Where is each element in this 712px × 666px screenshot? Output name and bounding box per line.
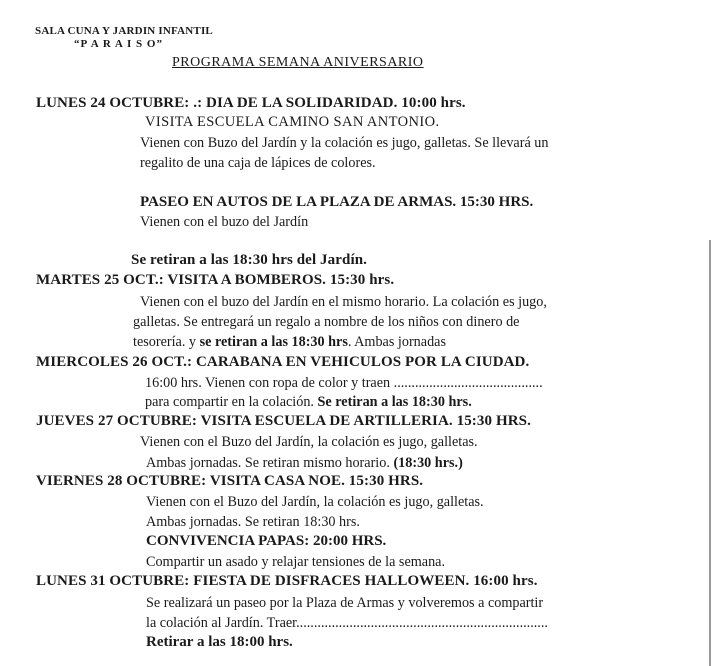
friday-28-line1: Vienen con el Buzo del Jardín, la colación es jugo, galletas. [146,494,484,510]
monday-24-heading: LUNES 24 OCTUBRE: .: DIA DE LA SOLIDARIDAD. 10:00 hrs. [36,95,466,111]
friday-28-line2: Ambas jornadas. Se retiran 18:30 hrs. [146,514,360,530]
monday-24-retiro: Se retiran a las 18:30 hrs del Jardín. [131,252,368,268]
thursday-27-retiro: (18:30 hrs.) [393,455,463,471]
monday-31-retiro: Retirar a las 18:00 hrs. [146,634,293,650]
friday-28-convivencia-note: Compartir un asado y relajar tensiones de la semana. [146,554,446,570]
tuesday-25-heading: MARTES 25 OCT.: VISITA A BOMBEROS. 15:30 hrs. [36,272,395,288]
monday-24-paseo: PASEO EN AUTOS DE LA PLAZA DE ARMAS. 15:30 HRS. [140,194,534,210]
thursday-27-line2-a: Ambas jornadas. Se retiran mismo horario. [146,455,394,471]
tuesday-25-line3 [133,335,446,349]
wednesday-26-line1: 16:00 hrs. Vienen con ropa de color y traen .......................................... [145,375,543,391]
monday-24-visit: VISITA ESCUELA CAMINO SAN ANTONIO. [145,114,440,130]
tuesday-25-line1: Vienen con el buzo del Jardín en el mismo horario. La colación es jugo, [140,294,547,310]
monday-31-heading: LUNES 31 OCTUBRE: FIESTA DE DISFRACES HALLOWEEN. 16:00 hrs. [36,573,538,589]
thursday-27-heading: JUEVES 27 OCTUBRE: VISITA ESCUELA DE ARTILLERIA. 15:30 HRS. [36,413,531,429]
monday-24-line2: regalito de una caja de lápices de colores. [140,155,376,171]
school-subtitle: “P A R A I S O” [74,38,163,50]
monday-31-line2: la colación al Jardín. Traer....................................................................... [146,615,548,631]
thursday-27-line2 [146,456,463,470]
thursday-27-line1: Vienen con el Buzo del Jardín, la colación es jugo, galletas. [140,434,478,450]
tuesday-25-line3-a: tesorería. y [133,334,200,350]
wednesday-26-line2-a: para compartir en la colación. [145,394,318,410]
page-title: PROGRAMA SEMANA ANIVERSARIO [172,55,424,70]
tuesday-25-line2: galletas. Se entregará un regalo a nombre de los niños con dinero de [133,314,520,330]
tuesday-25-retiro: se retiran a las 18:30 hrs [199,334,348,350]
wednesday-26-retiro: Se retiran a las 18:30 hrs. [317,394,472,410]
tuesday-25-line3-c: . Ambas jornadas [347,334,446,350]
wednesday-26-line2 [145,395,472,409]
friday-28-heading: VIERNES 28 OCTUBRE: VISITA CASA NOE. 15:30 HRS. [36,473,424,489]
friday-28-convivencia: CONVIVENCIA PAPAS: 20:00 HRS. [146,533,387,549]
wednesday-26-heading: MIERCOLES 26 OCT.: CARABANA EN VEHICULOS POR LA CIUDAD. [36,354,530,370]
school-name: SALA CUNA Y JARDIN INFANTIL [35,25,213,37]
monday-24-paseo-note: Vienen con el buzo del Jardín [140,214,309,230]
monday-31-line1: Se realizará un paseo por la Plaza de Armas y volveremos a compartir [146,595,544,611]
monday-24-line1: Vienen con Buzo del Jardín y la colación es jugo, galletas. Se llevará un [140,135,549,151]
scan-edge [709,240,711,666]
